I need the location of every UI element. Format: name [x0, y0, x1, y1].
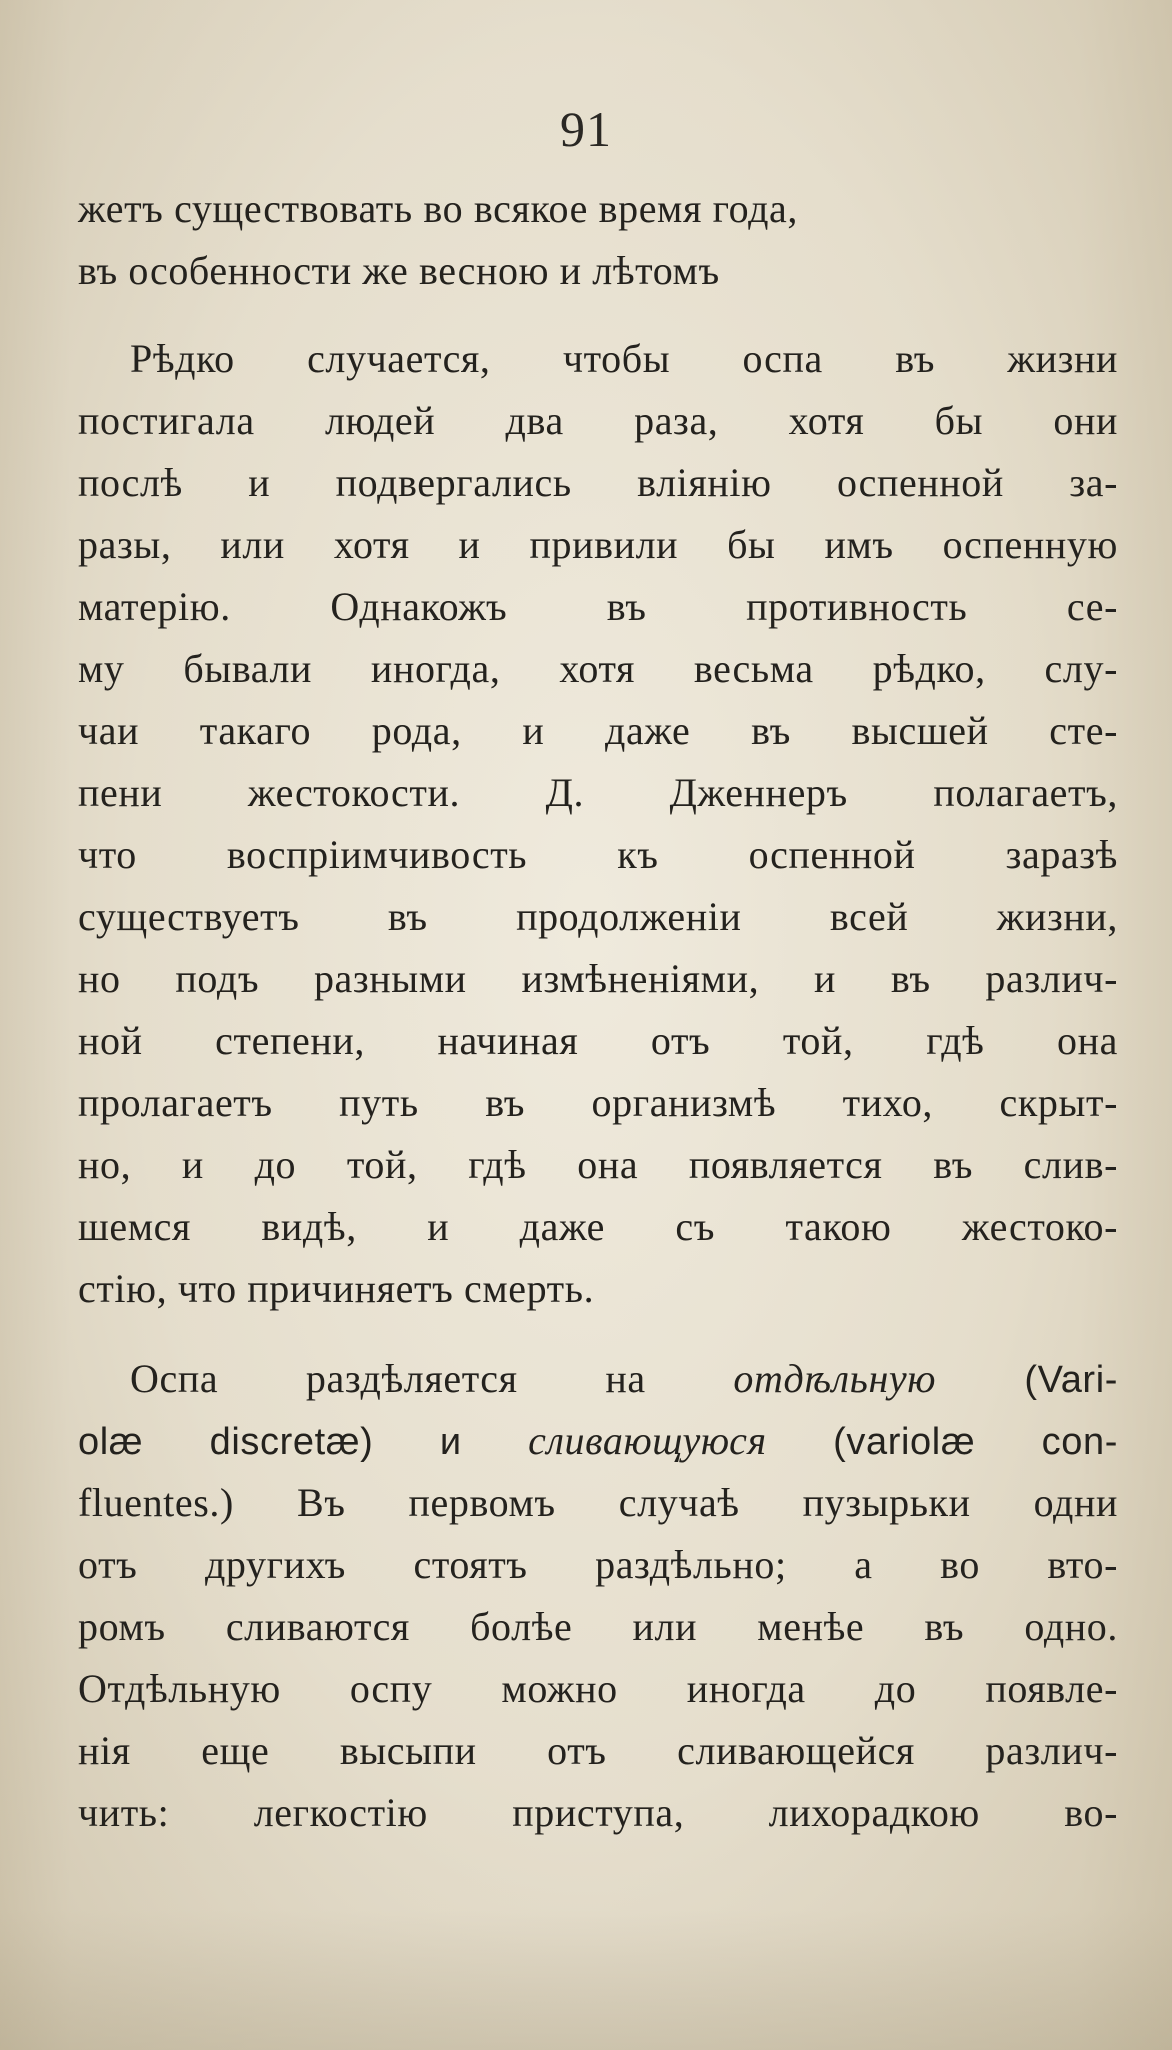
text-line: отъ другихъ стоятъ раздѣльно; а во вто-: [78, 1542, 1118, 1587]
text-line: постигала людей два раза, хотя бы они: [78, 398, 1118, 443]
italic-term: отдѣльную: [733, 1356, 937, 1401]
text-line: въ особенности же весною и лѣтомъ: [78, 248, 720, 293]
latin-term: (Vari-: [936, 1359, 1118, 1401]
text-line: послѣ и подвергались вліянію оспенной за-: [78, 460, 1118, 505]
page-number: 91: [560, 101, 612, 157]
text-line: жетъ существовать во всякое время года,: [78, 186, 798, 231]
text-line: пролагаетъ путь въ организмѣ тихо, скрыт-: [78, 1080, 1118, 1125]
text-line: стію, что причиняетъ смерть.: [78, 1266, 595, 1311]
italic-term: сливающуюся: [528, 1418, 767, 1463]
text-line: но подъ разными измѣненіями, и въ различ-: [78, 956, 1118, 1001]
text-line: ной степени, начиная отъ той, гдѣ она: [78, 1018, 1118, 1063]
text-fragment: Оспа раздѣляется на: [130, 1356, 734, 1401]
text-line: му бывали иногда, хотя весьма рѣдко, слу-: [78, 646, 1118, 691]
text-line: fluentes.) Въ первомъ случаѣ пузырьки одни: [78, 1480, 1118, 1525]
text-line: [130, 1350, 1118, 1408]
text-line: чаи такаго рода, и даже въ высшей сте-: [78, 708, 1118, 753]
text-line: [78, 1412, 1118, 1470]
text-line: чить: легкостію приступа, лихорадкою во-: [78, 1790, 1118, 1835]
text-line: матерію. Однакожъ въ противность се-: [78, 584, 1118, 629]
text-line: шемся видѣ, и даже съ такою жестоко-: [78, 1204, 1118, 1249]
latin-term: olæ discretæ) и: [78, 1421, 529, 1463]
text-line: ромъ сливаются болѣе или менѣе въ одно.: [78, 1604, 1118, 1649]
text-line: разы, или хотя и привили бы имъ оспенную: [78, 522, 1118, 567]
text-line: но, и до той, гдѣ она появляется въ слив-: [78, 1142, 1118, 1187]
text-line: Рѣдко случается, чтобы оспа въ жизни: [130, 336, 1118, 381]
latin-term: (variolæ con-: [766, 1421, 1119, 1463]
text-line: Отдѣльную оспу можно иногда до появле-: [78, 1666, 1118, 1711]
text-line: пени жестокости. Д. Дженнеръ полагаетъ,: [78, 770, 1118, 815]
text-line: существуетъ въ продолженіи всей жизни,: [78, 894, 1118, 939]
text-line: что воспріимчивость къ оспенной заразѣ: [78, 832, 1118, 877]
text-line: нія еще высыпи отъ сливающейся различ-: [78, 1728, 1118, 1773]
